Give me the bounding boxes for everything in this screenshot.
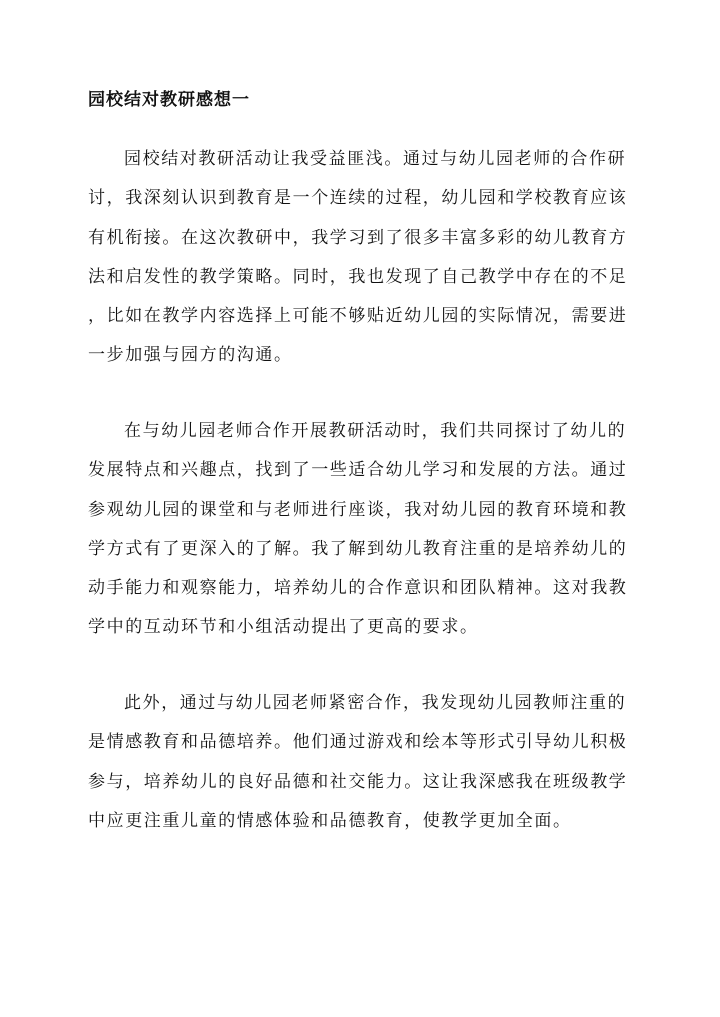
paragraph-line: 一步加强与园方的沟通。 (88, 345, 293, 366)
paragraph-line: 参观幼儿园的课堂和与老师进行座谈，我对幼儿园的教育环境和教 (88, 499, 628, 520)
paragraph-line: 园校结对教研活动让我受益匪浅。通过与幼儿园老师的合作研 (124, 149, 627, 169)
paragraph-line: 有机衔接。在这次教研中，我学习到了很多丰富多彩的幼儿教育方 (88, 227, 628, 248)
paragraph-line: 动手能力和观察能力，培养幼儿的合作意识和团队精神。这对我教 (88, 578, 628, 599)
paragraph-line: 中应更注重儿童的情感体验和品德教育，使教学更加全面。 (88, 810, 572, 831)
paragraph-line: 此外，通过与幼儿园老师紧密合作，我发现幼儿园教师注重的 (124, 693, 627, 713)
document-title: 园校结对教研感想一 (88, 90, 250, 110)
paragraph-line: ，比如在教学内容选择上可能不够贴近幼儿园的实际情况，需要进 (88, 306, 628, 327)
paragraph-line: 在与幼儿园老师合作开展教研活动时，我们共同探讨了幼儿的 (124, 421, 627, 441)
paragraph-line: 讨，我深刻认识到教育是一个连续的过程，幼儿园和学校教育应该 (88, 188, 628, 209)
paragraph-line: 发展特点和兴趣点，找到了一些适合幼儿学习和发展的方法。通过 (88, 460, 628, 481)
paragraph-2 (88, 412, 638, 648)
paragraph-1 (88, 140, 638, 376)
paragraph-line: 参与，培养幼儿的良好品德和社交能力。这让我深感我在班级教学 (88, 771, 628, 792)
paragraph-line: 学中的互动环节和小组活动提出了更高的要求。 (88, 617, 479, 638)
paragraph-line: 是情感教育和品德培养。他们通过游戏和绘本等形式引导幼儿积极 (88, 732, 628, 753)
paragraph-3 (88, 684, 638, 841)
paragraph-line: 学方式有了更深入的了解。我了解到幼儿教育注重的是培养幼儿的 (88, 538, 628, 559)
paragraph-line: 法和启发性的教学策略。同时，我也发现了自己教学中存在的不足 (88, 266, 628, 287)
